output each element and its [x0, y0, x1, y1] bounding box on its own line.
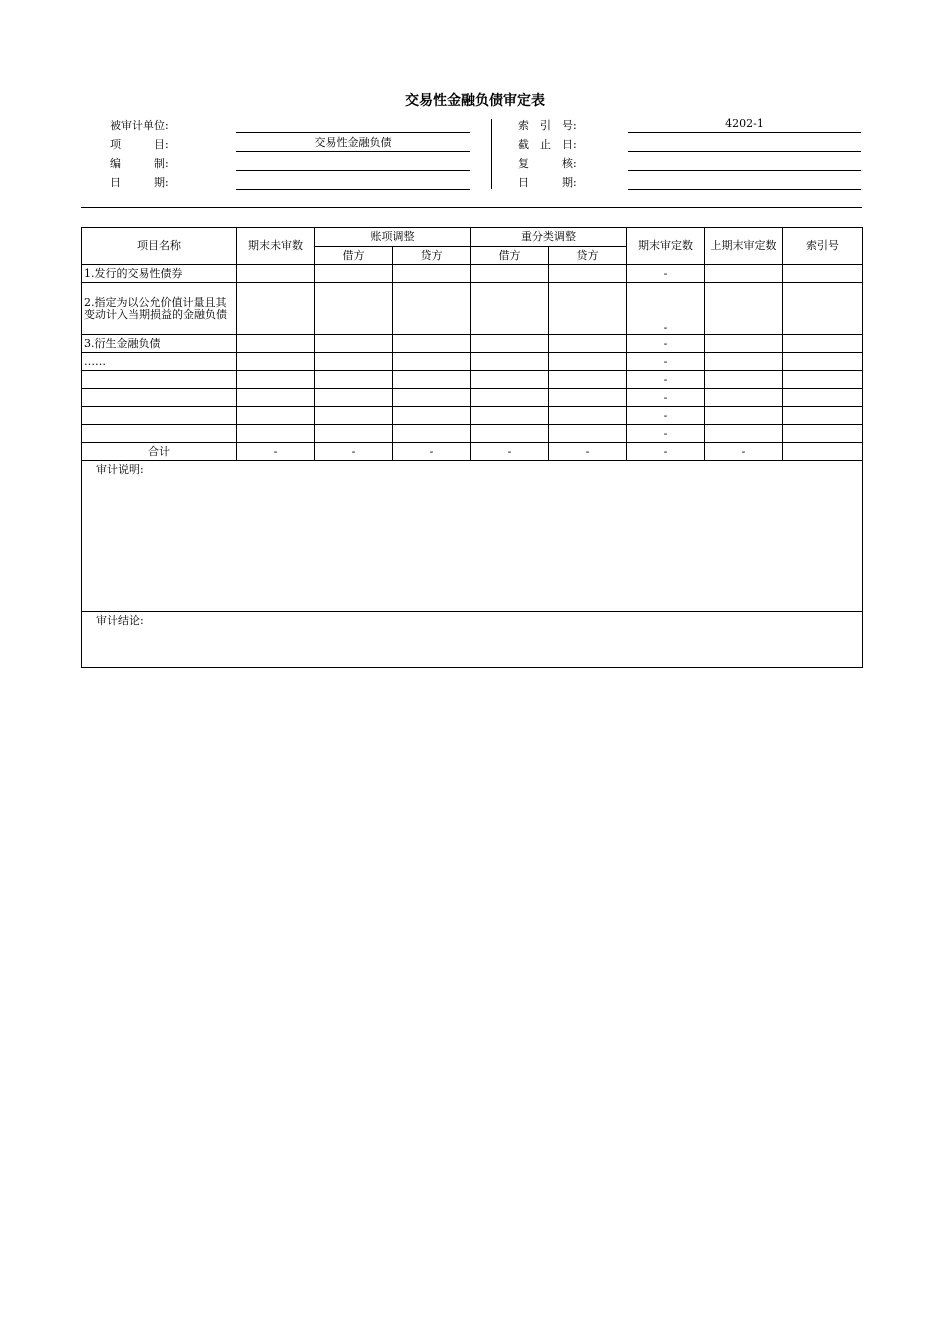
row-item-name: [82, 371, 237, 389]
header-divider: [491, 119, 492, 189]
cell[interactable]: [471, 407, 549, 425]
cell[interactable]: [237, 283, 315, 335]
table-row: [82, 425, 863, 443]
cell[interactable]: [549, 425, 627, 443]
auditee-field[interactable]: [236, 116, 470, 133]
total-recl-credit: -: [549, 443, 627, 461]
cell[interactable]: [783, 425, 863, 443]
table-row: [82, 371, 863, 389]
header-audited: 期末审定数: [627, 228, 705, 265]
cell[interactable]: [783, 265, 863, 283]
row-item-name: [82, 425, 237, 443]
header-reclass-adjust: 重分类调整: [471, 228, 627, 247]
cell[interactable]: [315, 371, 393, 389]
cell[interactable]: [471, 283, 549, 335]
header-unaudited: 期末未审数: [237, 228, 315, 265]
cell[interactable]: [393, 389, 471, 407]
total-label: 合计: [82, 443, 237, 461]
cell[interactable]: [783, 353, 863, 371]
cell[interactable]: [783, 371, 863, 389]
row-audited-value: -: [627, 425, 705, 443]
audit-conclusion-section[interactable]: [82, 612, 863, 668]
header-prior-audited: 上期末审定数: [705, 228, 783, 265]
row-audited-value: -: [627, 407, 705, 425]
cutoff-date-label: 截 止 日:: [518, 138, 577, 151]
row-audited-value: -: [627, 353, 705, 371]
row-item-name: ……: [82, 353, 237, 371]
row-audited-value: -: [627, 265, 705, 283]
cell[interactable]: [783, 335, 863, 353]
cell[interactable]: [237, 353, 315, 371]
auditee-label: 被审计单位:: [110, 119, 169, 132]
total-unaudited: -: [237, 443, 315, 461]
cell[interactable]: [705, 371, 783, 389]
audit-notes-section[interactable]: [82, 461, 863, 612]
cell[interactable]: [549, 283, 627, 335]
audit-notes-label: 审计说明:: [96, 463, 144, 476]
table-row: [82, 335, 863, 353]
cell[interactable]: [393, 335, 471, 353]
cell[interactable]: [393, 283, 471, 335]
cell[interactable]: [783, 389, 863, 407]
review-date-field[interactable]: [628, 173, 861, 190]
preparer-field[interactable]: [236, 154, 470, 171]
table-row: [82, 389, 863, 407]
cell[interactable]: [315, 353, 393, 371]
row-item-name: [82, 407, 237, 425]
cell[interactable]: [471, 353, 549, 371]
cell[interactable]: [315, 407, 393, 425]
row-audited-value: -: [627, 389, 705, 407]
cell[interactable]: [705, 389, 783, 407]
cell[interactable]: [783, 407, 863, 425]
cell[interactable]: [393, 353, 471, 371]
total-row: [82, 443, 863, 461]
cell[interactable]: [237, 371, 315, 389]
table-row: [82, 283, 863, 335]
cell[interactable]: [237, 265, 315, 283]
cell[interactable]: [705, 407, 783, 425]
table-row: [82, 265, 863, 283]
header-recl-debit: 借方: [471, 247, 549, 265]
cell[interactable]: [705, 265, 783, 283]
row-item-name: 3.衍生金融负债: [82, 335, 237, 353]
header-account-adjust: 账项调整: [315, 228, 471, 247]
cell[interactable]: [237, 389, 315, 407]
cell[interactable]: [393, 407, 471, 425]
audit-conclusion-label: 审计结论:: [96, 614, 144, 627]
total-audited: -: [627, 443, 705, 461]
cell[interactable]: [237, 335, 315, 353]
page-title: 交易性金融负债审定表: [405, 93, 545, 109]
project-label: 项 目:: [110, 138, 169, 151]
header-recl-credit: 贷方: [549, 247, 627, 265]
cell[interactable]: [471, 425, 549, 443]
cell[interactable]: [315, 389, 393, 407]
total-recl-debit: -: [471, 443, 549, 461]
header-index-no: 索引号: [783, 228, 863, 265]
prep-date-label: 日 期:: [110, 176, 169, 189]
cell[interactable]: [705, 283, 783, 335]
row-item-name: 2.指定为以公允价值计量且其变动计入当期损益的金融负债: [82, 283, 237, 335]
table-row: [82, 407, 863, 425]
header-item-name: 项目名称: [82, 228, 237, 265]
cutoff-date-field[interactable]: [628, 135, 861, 152]
cell[interactable]: [315, 283, 393, 335]
audit-table: [81, 227, 863, 668]
cell[interactable]: [237, 425, 315, 443]
prep-date-field[interactable]: [236, 173, 470, 190]
row-audited-value: -: [627, 371, 705, 389]
cell[interactable]: [549, 407, 627, 425]
cell[interactable]: [783, 283, 863, 335]
cell[interactable]: [471, 335, 549, 353]
cell[interactable]: [237, 407, 315, 425]
reviewer-field[interactable]: [628, 154, 861, 171]
cell[interactable]: [705, 335, 783, 353]
cell[interactable]: [471, 371, 549, 389]
cell[interactable]: [549, 353, 627, 371]
cell[interactable]: [549, 265, 627, 283]
header-rule: [81, 207, 862, 208]
preparer-label: 编 制:: [110, 157, 169, 170]
row-item-name: 1.发行的交易性债券: [82, 265, 237, 283]
cell[interactable]: [315, 335, 393, 353]
cell[interactable]: [705, 425, 783, 443]
review-date-label: 日 期:: [518, 176, 577, 189]
index-no-field[interactable]: 4202-1: [628, 116, 861, 133]
cell[interactable]: [315, 265, 393, 283]
total-index: [783, 443, 863, 461]
total-acct-credit: -: [393, 443, 471, 461]
cell[interactable]: [393, 265, 471, 283]
header-acct-credit: 贷方: [393, 247, 471, 265]
cell[interactable]: [393, 371, 471, 389]
row-audited-value: -: [627, 283, 705, 335]
total-acct-debit: -: [315, 443, 393, 461]
reviewer-label: 复 核:: [518, 157, 577, 170]
header-acct-debit: 借方: [315, 247, 393, 265]
row-item-name: [82, 389, 237, 407]
table-row: [82, 353, 863, 371]
cell[interactable]: [471, 265, 549, 283]
index-no-label: 索 引 号:: [518, 119, 577, 132]
total-prior: -: [705, 443, 783, 461]
cell[interactable]: [549, 335, 627, 353]
cell[interactable]: [471, 389, 549, 407]
cell[interactable]: [315, 425, 393, 443]
cell[interactable]: [393, 425, 471, 443]
cell[interactable]: [705, 353, 783, 371]
row-audited-value: -: [627, 335, 705, 353]
project-field[interactable]: 交易性金融负债: [236, 135, 470, 152]
cell[interactable]: [549, 389, 627, 407]
cell[interactable]: [549, 371, 627, 389]
